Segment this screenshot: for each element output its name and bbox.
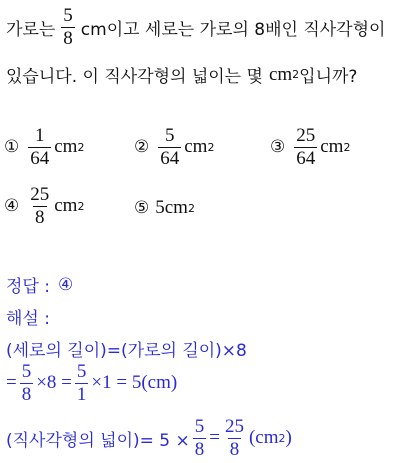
option-3[interactable] xyxy=(270,126,350,169)
fraction-numerator: 25 xyxy=(30,184,50,205)
option-number: ⑤ xyxy=(134,198,150,218)
explanation-label-line xyxy=(6,304,50,329)
superscript: 2 xyxy=(343,140,351,154)
unit: cm xyxy=(54,136,78,158)
question-line-2 xyxy=(6,62,357,87)
fraction-numerator: 1 xyxy=(35,125,45,146)
fraction-denominator: 8 xyxy=(194,438,205,460)
option-value: 5cm xyxy=(155,197,188,218)
question-text: cm이고 세로는 가로의 8배인 직사각형이 xyxy=(80,19,386,40)
fraction-denominator: 8 xyxy=(21,383,32,405)
explanation-fraction xyxy=(75,362,89,405)
fraction-numerator: 5 xyxy=(76,361,87,382)
fraction-numerator: 5 xyxy=(63,5,73,26)
option-4[interactable] xyxy=(4,185,84,228)
option-fraction xyxy=(294,126,317,169)
question-text: 있습니다. 이 직사각형의 넓이는 몇 xyxy=(6,67,263,87)
question-line-1 xyxy=(6,6,385,49)
fraction-denominator: 8 xyxy=(63,27,73,49)
unit: cm xyxy=(54,195,78,217)
superscript: 2 xyxy=(207,140,215,154)
fraction-denominator: 64 xyxy=(160,147,180,169)
explanation-text: ×8 = xyxy=(36,372,72,394)
width-fraction xyxy=(61,6,75,49)
answer-value: ④ xyxy=(57,274,74,295)
option-fraction xyxy=(28,126,51,169)
fraction-denominator: 8 xyxy=(229,438,240,460)
fraction-numerator: 25 xyxy=(224,416,244,437)
option-fraction xyxy=(28,185,51,228)
answer-line xyxy=(6,272,73,297)
fraction-denominator: 1 xyxy=(76,383,87,405)
superscript: 2 xyxy=(292,68,300,81)
explanation-text: ×1 = 5(cm) xyxy=(91,372,178,394)
option-number: ① xyxy=(4,137,20,158)
explanation-fraction xyxy=(223,417,246,460)
explanation-fraction xyxy=(20,362,34,405)
question-text: 입니까? xyxy=(299,67,358,87)
explanation-line-2 xyxy=(6,362,177,405)
option-fraction xyxy=(158,126,181,169)
superscript: 2 xyxy=(77,199,85,213)
explanation-label: 해설 : xyxy=(6,309,50,329)
equals-sign: = xyxy=(209,427,220,449)
superscript: 2 xyxy=(77,140,85,154)
fraction-numerator: 5 xyxy=(165,125,175,146)
explanation-line-3 xyxy=(6,417,292,460)
fraction-numerator: 5 xyxy=(21,361,32,382)
fraction-denominator: 8 xyxy=(35,206,45,228)
superscript: 2 xyxy=(278,431,286,445)
question-text: 가로는 xyxy=(6,19,56,40)
unit: (cm xyxy=(248,427,279,449)
explanation-text: (직사각형의 넓이)= 5 × xyxy=(6,430,190,451)
option-1[interactable] xyxy=(4,126,84,169)
equals-sign: = xyxy=(6,372,17,394)
unit: cm xyxy=(320,136,344,158)
closing-paren: ) xyxy=(285,427,292,449)
option-2[interactable] xyxy=(134,126,214,169)
unit: cm xyxy=(184,136,208,158)
fraction-numerator: 25 xyxy=(296,125,316,146)
explanation-text: (세로의 길이)=(가로의 길이)×8 xyxy=(6,341,247,361)
answer-label: 정답 : xyxy=(6,277,50,297)
fraction-numerator: 5 xyxy=(194,416,205,437)
option-number: ③ xyxy=(270,137,286,158)
explanation-line-1 xyxy=(6,336,247,361)
fraction-denominator: 64 xyxy=(30,147,50,169)
option-number: ② xyxy=(134,137,150,158)
option-5[interactable] xyxy=(134,197,195,219)
option-number: ④ xyxy=(4,196,20,217)
fraction-denominator: 64 xyxy=(296,147,316,169)
unit: cm xyxy=(268,63,293,85)
explanation-fraction xyxy=(193,417,207,460)
superscript: 2 xyxy=(187,201,195,215)
